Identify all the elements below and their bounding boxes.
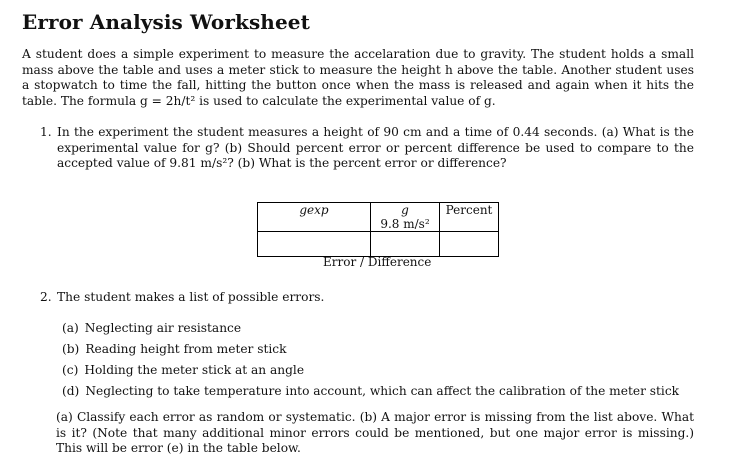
page-title: Error Analysis Worksheet xyxy=(22,10,310,34)
cell-percent-value xyxy=(440,232,499,257)
intro-paragraph: A student does a simple experiment to measure the accelaration due to gravity. The student holds a small mass above the table and uses a meter stick to measure the height h above the table. Another student uses a stopwatch to time the fall, hitting the button once when the mass is released and again when it hits the table. The formula g = 2h/t² is used to calculate the experimental value of g. xyxy=(22,47,694,108)
question-1-number: 1. xyxy=(40,125,52,139)
question-1-text: In the experiment the student measures a height of 90 cm and a time of 0.44 seconds. (a) What is the experimental value for g? (b) Should percent error or percent difference be used to compare to the accepted value of 9.81 m/s²? (b) What is the percent error or difference? xyxy=(57,125,694,171)
header-percent: Percent xyxy=(440,203,499,232)
list-item: (d) Neglecting to take temperature into account, which can affect the calibration of the meter stick xyxy=(62,384,680,398)
list-item: (c) Holding the meter stick at an angle xyxy=(62,363,305,377)
question-1 xyxy=(40,125,694,172)
question-2-number: 2. xyxy=(40,290,52,304)
question-2-instructions: (a) Classify each error as random or systematic. (b) A major error is missing from the list above. What is it? (Note that many additional minor errors could be mentioned, but one major error is missing.) This will be error (e) in the table below. xyxy=(56,410,694,456)
list-item: (a) Neglecting air resistance xyxy=(62,321,242,335)
cell-g-value xyxy=(371,232,440,257)
list-item: (b) Reading height from meter stick xyxy=(62,342,287,356)
question-2-text: The student makes a list of possible errors. xyxy=(57,290,325,304)
header-gexp: gexp xyxy=(258,203,371,232)
question-2 xyxy=(40,290,324,304)
table-caption: Error / Difference xyxy=(323,255,432,269)
cell-gexp-value xyxy=(258,232,371,257)
error-list xyxy=(62,318,679,402)
results-table xyxy=(257,202,499,257)
header-g: g 9.8 m/s² xyxy=(371,203,440,232)
